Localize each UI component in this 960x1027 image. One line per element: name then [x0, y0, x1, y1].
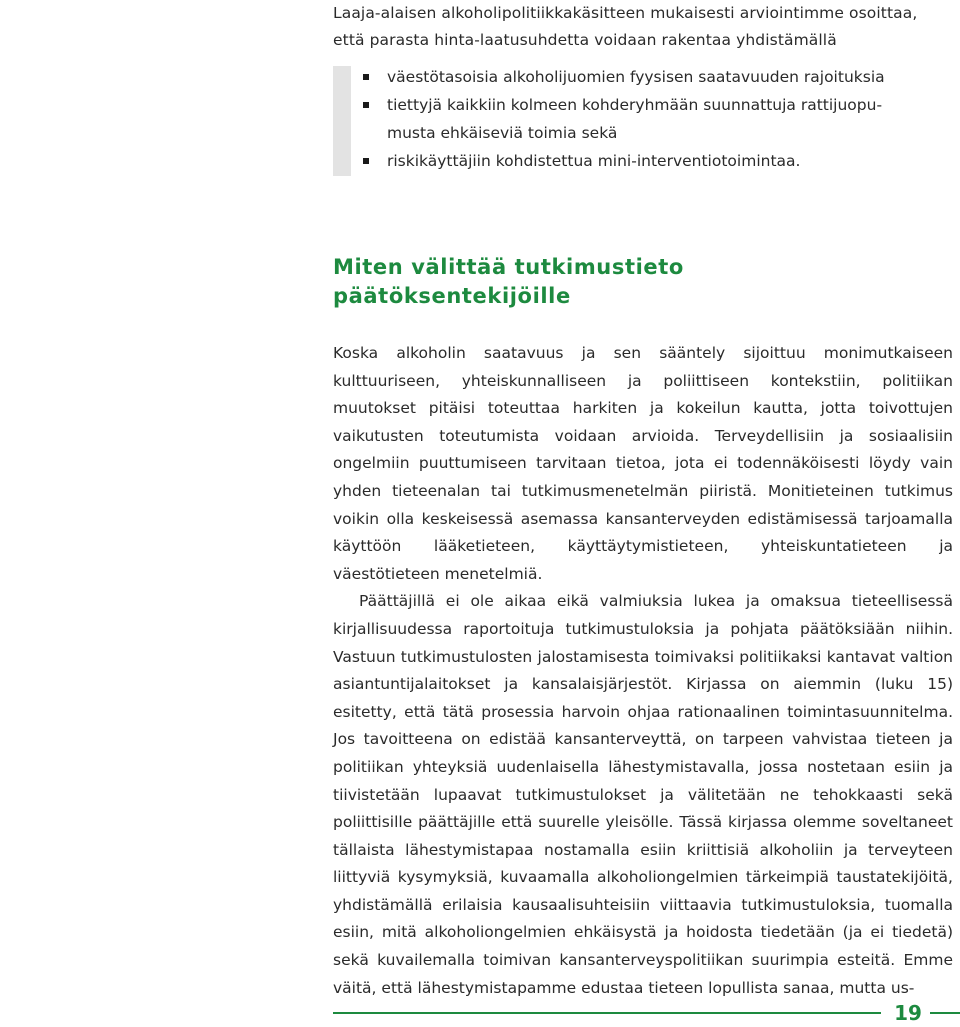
page-number: 19 — [894, 1001, 922, 1025]
section-heading: Miten välittää tutkimustieto päätöksentekijöille — [333, 255, 684, 308]
bullet-list-block — [333, 66, 953, 176]
paragraph: Koska alkoholin saatavuus ja sen sääntely sijoittuu monimutkaiseen kulttuuriseen, yhteiskunnalliseen ja poliittiseen kontekstiin, politiikan muutokset pitäisi toteuttaa harkiten ja kokeilun kautta, jotta toivottujen vaikutusten toteutumista voidaan arvioida. Terveydellisiin ja sosiaalisiin ongelmiin puuttumiseen tarvitaan tietoa, jota ei todennäköisesti löydy vain yhden tieteenalan tai tutkimusmenetelmän piiristä. Monitieteinen tutkimus voikin olla keskeisessä asemassa kansanterveyden edistämisessä tarjoamalla käyttöön lääketieteen, käyttäytymistieteen, yhteiskuntatieteen ja väestötieteen menetelmiä. — [333, 344, 953, 583]
sidebar-accent-bar — [333, 66, 351, 176]
footer-rule — [333, 1012, 881, 1014]
bullet-list — [363, 63, 885, 175]
intro-text — [333, 0, 953, 54]
intro-line-2: että parasta hinta-laatusuhdetta voidaan rakentaa yhdistämällä — [333, 31, 837, 49]
bullet-item: riskikäyttäjiin kohdistettua mini-interventiotoimintaa. — [363, 147, 885, 175]
footer-rule-right — [930, 1012, 960, 1014]
bullet-item: tiettyjä kaikkiin kolmeen kohderyhmään suunnattuja rattijuopu- musta ehkäiseviä toimia sekä — [363, 91, 885, 147]
paragraph: Päättäjillä ei ole aikaa eikä valmiuksia lukea ja omaksua tieteellisessä kirjallisuudessa raportoituja tutkimustuloksia ja pohjata päätöksiään niihin. Vastuun tutkimustulosten jalostamisesta toimivaksi politiikaksi kantavat valtion asiantuntijalaitokset ja kansalaisjärjestöt. Kirjassa on aiemmin (luku 15) esitetty, että tätä prosessia harvoin ohjaa rationaalinen toimintasuunnitelma. Jos tavoitteena on edistää kansanterveyttä, on tarpeen vahvistaa tieteen ja politiikan yhteyksiä uudenlaisella lähestymistavalla, jossa nostetaan esiin ja tiivistetään lupaavat tutkimustulokset ja välitetään ne tehokkaasti sekä poliittisille päättäjille että suurelle yleisölle. Tässä kirjassa olemme soveltaneet tällaista lähestymistapaa nostamalla esiin kriittisiä alkoholiin ja terveyteen liittyviä kysymyksiä, kuvaamalla alkoholiongelmien tärkeimpiä taustatekijöitä, yhdistämällä erilaisia kausaalisuhteisiin viittaavia tutkimustuloksia, tuomalla esiin, mitä alkoholiongelmien ehkäisystä ja hoidosta tiedetään (ja ei tiedetä) sekä kuvailemalla toimivan kansanterveyspolitiikan suurimpia esteitä. Emme väitä, että lähestymistapamme edustaa tieteen lopullista sanaa, mutta us- — [333, 592, 953, 997]
body-text — [333, 340, 953, 1002]
bullet-item: väestötasoisia alkoholijuomien fyysisen saatavuuden rajoituksia — [363, 63, 885, 91]
intro-line-1: Laaja-alaisen alkoholipolitiikkakäsitteen mukaisesti arviointimme osoittaa, — [333, 4, 918, 22]
